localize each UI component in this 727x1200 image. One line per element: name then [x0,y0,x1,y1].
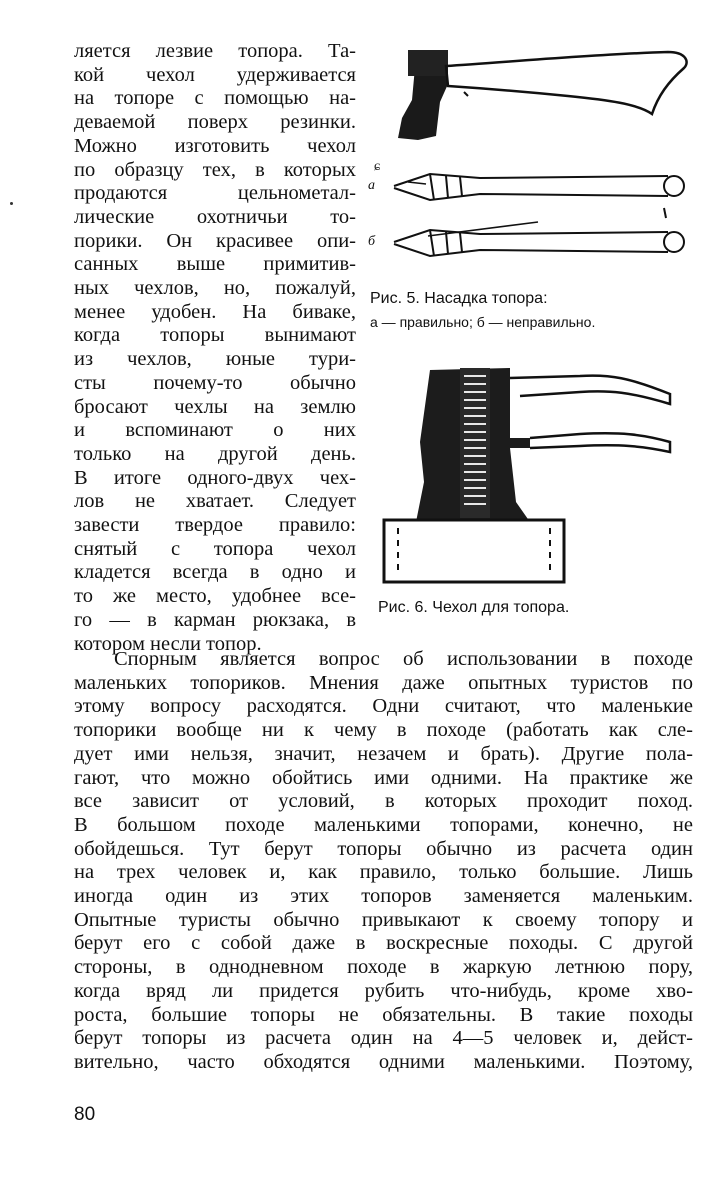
text-line: роста, большие топоры не обязательны. В такие походы [74,1003,693,1026]
text-line: обойдешься. Тут берут топоры обычно из расчета один [74,837,693,860]
label-b: б [368,234,376,249]
text-line: менее удобен. На биваке, [74,300,356,323]
text-line: стороны, в однодневном походе в жаркую летнюю пору, [74,956,693,979]
text-line: когда вряд ли придется рубить что-нибудь, кроме хво- [74,979,693,1002]
left-text-column [74,40,356,656]
text-line: по образцу тех, в которых [74,158,356,181]
text-line: санных выше примитив- [74,253,356,276]
axe-handle [446,52,687,114]
text-line: на трех человек и, как правило, только большие. Лишь [74,861,693,884]
text-line: вительно, часто обходятся одними маленькими. Поэтому, [74,1050,693,1073]
axe-cover [384,520,564,582]
text-line: деваемой поверх резинки. [74,111,356,134]
figure-6-caption: Рис. 6. Чехол для топора. [378,599,570,616]
text-line: этому вопросу расходятся. Одни считают, что маленькие [74,695,693,718]
text-line: иногда один из этих топоров заменяется маленьким. [74,885,693,908]
text-line: продаются цельнометал- [74,182,356,205]
text-line: В итоге одного-двух чех- [74,466,356,489]
text-line: ных чехлов, но, пожалуй, [74,277,356,300]
text-line: когда топоры вынимают [74,324,356,347]
mounting-incorrect [394,222,684,256]
main-paragraph [74,648,693,1075]
text-line: на топоре с помощью на- [74,87,356,110]
text-line: лов не хватает. Следует [74,490,356,513]
text-line: В большом походе маленькими топорами, конечно, не [74,813,693,836]
text-line: то же место, удобнее все- [74,585,356,608]
text-line: маленьких топориков. Мнения даже опытных туристов по [74,671,693,694]
text-line: кой чехол удерживается [74,63,356,86]
text-line: гают, что можно обойтись ими одними. На практике же [74,766,693,789]
page-number: 80 [74,1104,96,1125]
text-line: снятый с топора чехол [74,537,356,560]
text-line: кладется всегда в одно и [74,561,356,584]
text-line: дует ими нельзя, значит, незачем и брать). Другие пола- [74,742,693,765]
text-line: топорики вообще ни к чему в походе (работать как сле- [74,719,693,742]
text-line: и вспоминают о них [74,419,356,442]
figure-5-caption-detail: а — правильно; б — неправильно. [370,314,596,330]
figure-6-axe-cover [380,362,680,592]
text-line: завести твердое правило: [74,514,356,537]
axe-handle [510,376,670,404]
text-line: все зависит от условий, в которых проходит поход. [74,790,693,813]
label-a: а [368,178,375,193]
text-line: сты почему-то обычно [74,371,356,394]
axe-poll [408,50,448,76]
figure-5-axe-mounting [368,44,698,284]
text-line: берут топоры из расчета один на 4—5 человек и, дейст- [74,1027,693,1050]
text-line: Можно изготовить чехол [74,134,356,157]
text-line: Опытные туристы обычно привыкают к своему топору и [74,908,693,931]
text-line: из чехлов, юные тури- [74,348,356,371]
text-line: порики. Он красивее опи- [74,229,356,252]
text-line: бросают чехлы на землю [74,395,356,418]
text-line: котором несли топор. [74,632,262,655]
scan-speck [10,202,13,205]
text-line: го — в карман рюкзака, в [74,608,356,631]
mounting-correct [394,174,684,200]
text-line: ляется лезвие топора. Та- [74,40,356,62]
figure-5-caption-title: Рис. 5. Насадка топора: [370,290,548,307]
svg-text:ɕ: ɕ [374,159,381,174]
text-line: лические охотничьи то- [74,205,356,228]
text-line: только на другой день. [74,442,356,465]
text-line: берут его с собой даже в воскресные походы. С другой [74,932,693,955]
text-line: Спорным является вопрос об использовании в походе [114,648,693,670]
figure-5-caption [370,289,700,331]
